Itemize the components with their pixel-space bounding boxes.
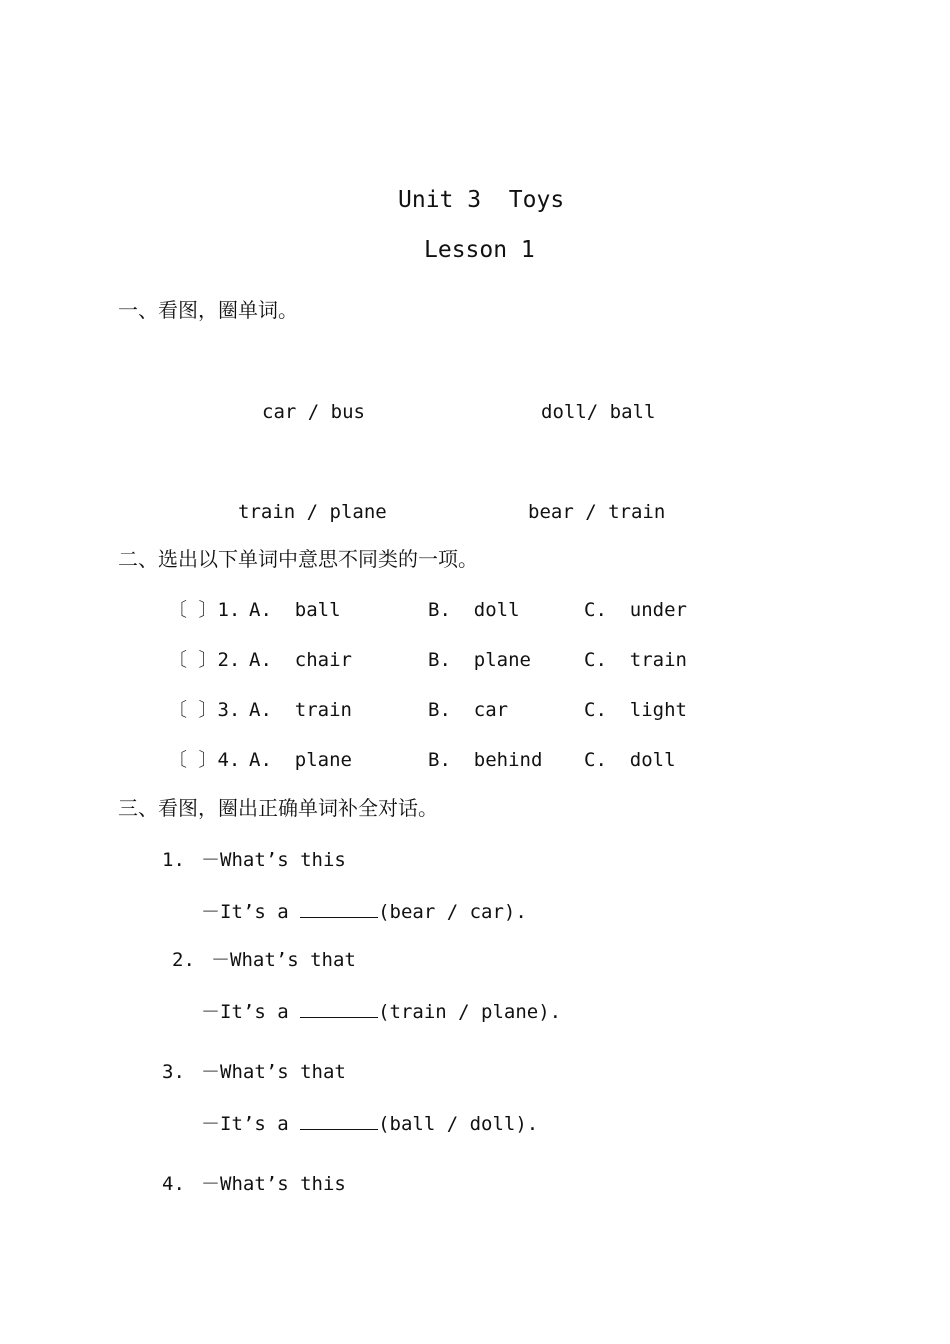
answer-prefix: －It’s a	[201, 1001, 301, 1023]
question-3-option-a: A. train	[249, 699, 352, 721]
question-1-option-b: B. doll	[428, 599, 520, 621]
answer-blank[interactable]	[300, 1113, 378, 1130]
answer-prefix: －It’s a	[201, 901, 301, 923]
section2-heading: 二、选出以下单词中意思不同类的一项。	[118, 547, 478, 571]
dialogue-3-question: －What’s that	[201, 1061, 346, 1083]
section3-heading: 三、看图，圈出正确单词补全对话。	[118, 796, 438, 820]
question-2-option-b: B. plane	[428, 649, 531, 671]
answer-prefix: －It’s a	[201, 1113, 301, 1135]
answer-blank[interactable]	[300, 901, 378, 918]
question-4-option-c: C. doll	[584, 749, 676, 771]
dialogue-3-number: 3.	[162, 1061, 185, 1083]
question-3-option-c: C. light	[584, 699, 687, 721]
question-2-option-c: C. train	[584, 649, 687, 671]
question-2-option-a: A. chair	[249, 649, 352, 671]
dialogue-2-answer	[201, 1001, 561, 1022]
dialogue-4-question: －What’s this	[201, 1173, 346, 1195]
dialogue-1-number: 1.	[162, 849, 185, 871]
dialogue-1-answer	[201, 901, 527, 922]
answer-blank[interactable]	[300, 1001, 378, 1018]
question-3-number: 〔 〕3.	[168, 699, 241, 721]
word-pair-4: bear / train	[528, 501, 666, 523]
question-4-option-a: A. plane	[249, 749, 352, 771]
question-4-number: 〔 〕4.	[168, 749, 241, 771]
page-title: Unit 3 Toys	[398, 187, 565, 213]
dialogue-4-number: 4.	[162, 1173, 185, 1195]
question-1-number: 〔 〕1.	[168, 599, 241, 621]
question-1-option-a: A. ball	[249, 599, 341, 621]
question-3-option-b: B. car	[428, 699, 509, 721]
dialogue-2-question: －What’s that	[211, 949, 356, 971]
section1-heading: 一、看图，圈单词。	[118, 298, 298, 322]
dialogue-3-answer	[201, 1113, 538, 1134]
dialogue-2-number: 2.	[172, 949, 195, 971]
question-2-number: 〔 〕2.	[168, 649, 241, 671]
answer-choices: (train / plane).	[378, 1001, 562, 1023]
answer-choices: (ball / doll).	[378, 1113, 539, 1135]
word-pair-3: train / plane	[238, 501, 387, 523]
dialogue-1-question: －What’s this	[201, 849, 346, 871]
word-pair-1: car / bus	[262, 401, 365, 423]
question-1-option-c: C. under	[584, 599, 687, 621]
question-4-option-b: B. behind	[428, 749, 543, 771]
word-pair-2: doll/ ball	[541, 401, 656, 423]
answer-choices: (bear / car).	[378, 901, 527, 923]
lesson-title: Lesson 1	[424, 237, 535, 263]
